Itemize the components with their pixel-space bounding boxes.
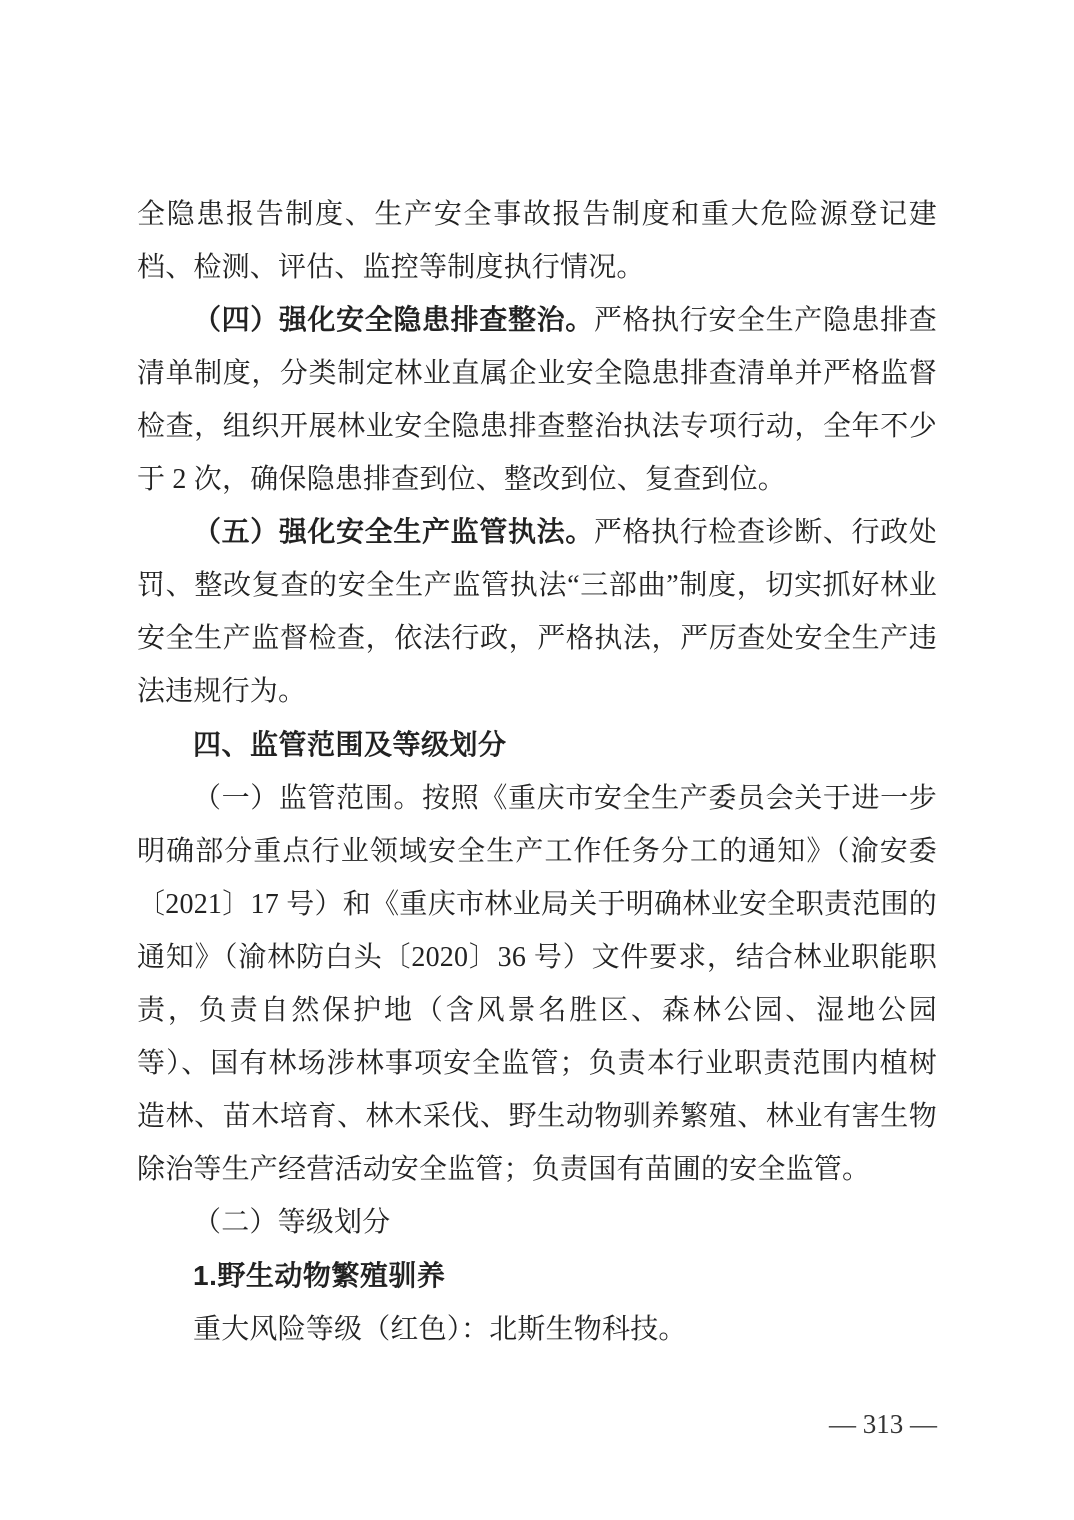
section-heading-text: 四、监管范围及等级划分 [193,729,507,760]
paragraph-text: 重大风险等级（红色）：北斯生物科技。 [193,1314,687,1345]
paragraph-lead: （五）强化安全生产监管执法。 [193,517,594,548]
page-footer [829,1408,937,1440]
sub-heading [137,1249,937,1303]
paragraph-text: （二）等级划分 [193,1207,391,1238]
page-number: — 313 — [829,1409,937,1439]
paragraph-risk-level [137,1303,937,1356]
paragraph-text: 严格执行安全生产隐患排查清单制度，分类制定林业直属企业安全隐患排查清单并严格监督检查，组织开展林业安全隐患排查整治执法专项行动，全年不少于 2 次，确保隐患排查到位、整改到位、复查到位。 [137,305,937,495]
document-body [137,188,937,1356]
paragraph-text: （一）监管范围。按照《重庆市安全生产委员会关于进一步明确部分重点行业领域安全生产工作任务分工的通知》（渝安委〔2021〕17 号）和《重庆市林业局关于明确林业安全职责范围的通知》（渝林防白头〔2020〕36 号）文件要求，结合林业职能职责，负责自然保护地（含风景名胜区、森林公园、湿地公园等）、国有林场涉林事项安全监管；负责本行业职责范围内植树造林、苗木培育、林木采伐、野生动物驯养繁殖、林业有害生物除治等生产经营活动安全监管；负责国有苗圃的安全监管。 [137,783,937,1185]
paragraph-continuation [137,188,937,294]
paragraph-text: 严格执行检查诊断、行政处罚、整改复查的安全生产监管执法“三部曲”制度，切实抓好林业安全生产监督检查，依法行政，严格执法，严厉查处安全生产违法违规行为。 [137,517,937,707]
sub-heading-text: 1.野生动物繁殖驯养 [193,1260,446,1291]
paragraph-text: 全隐患报告制度、生产安全事故报告制度和重大危险源登记建档、检测、评估、监控等制度执行情况。 [137,199,937,283]
section-heading [137,718,937,772]
paragraph-item-five [137,506,937,718]
paragraph-item-four [137,294,937,506]
paragraph-item-two [137,1196,937,1249]
paragraph-lead: （四）强化安全隐患排查整治。 [193,305,594,336]
paragraph-item-one [137,772,937,1196]
